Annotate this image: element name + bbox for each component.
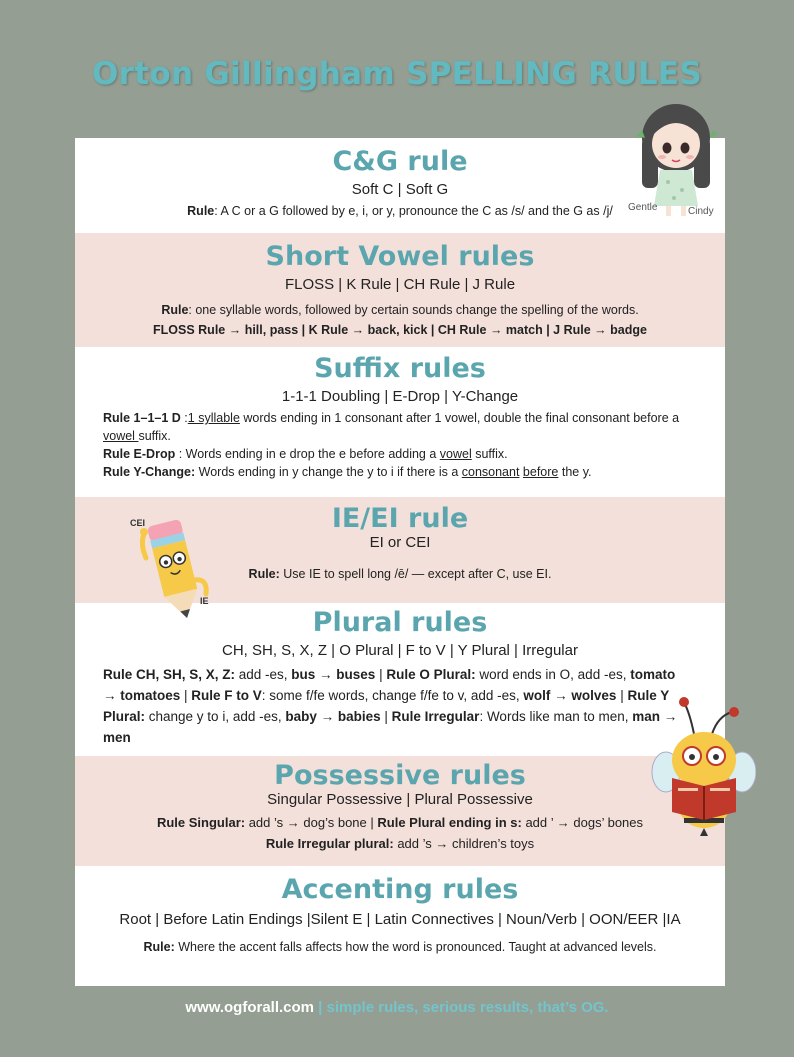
rule-label: Rule: bbox=[143, 940, 175, 955]
rule-label: Rule bbox=[187, 204, 215, 219]
section-subtitle: FLOSS | K Rule | CH Rule | J Rule bbox=[284, 276, 516, 294]
rule-example: man → men bbox=[103, 708, 678, 745]
rule-label: Rule Plural ending in s: bbox=[377, 815, 522, 831]
rule-body: Words ending in y change the y to i if there is a bbox=[195, 465, 462, 480]
rule-text bbox=[75, 938, 725, 956]
rule-body: : one syllable words, followed by certain sounds change the spelling of the words. bbox=[188, 303, 639, 318]
pencil-label-cei: CEI bbox=[130, 518, 146, 528]
rule-y-change bbox=[75, 463, 725, 481]
footer-site-link[interactable]: www.ogforall.com bbox=[185, 999, 315, 1016]
rule-label: Rule E-Drop bbox=[103, 447, 176, 462]
rule-body: suffix. bbox=[138, 429, 171, 444]
rule-example: tomato → tomatoes bbox=[103, 667, 676, 703]
girl-illustration bbox=[626, 96, 726, 224]
rule-e-drop bbox=[75, 445, 725, 463]
section-subtitle: Singular Possessive | Plural Possessive bbox=[267, 791, 533, 809]
rule-body: change y to i, add -es, bbox=[145, 708, 286, 724]
rule-body: : some f/fe words, change f/fe to v, add -es, bbox=[261, 687, 524, 703]
rule-body: add ’s → dog’s bone | bbox=[245, 815, 378, 831]
rule-label: Rule bbox=[161, 303, 189, 318]
footer-tagline: | simple rules, serious results, that’s OG. bbox=[314, 999, 609, 1016]
rule-body: : A C or a G followed by e, i, or y, pronounce the C as /s/ and the G as /j/ bbox=[214, 204, 613, 219]
section-title: Possessive rules bbox=[274, 760, 526, 791]
rule-body: the y. bbox=[558, 465, 592, 480]
rule-body: word ends in O, add -es, bbox=[475, 667, 631, 683]
section-title: C&G rule bbox=[332, 146, 468, 177]
rule-separator: | bbox=[180, 687, 192, 703]
bee-drawing bbox=[650, 694, 756, 838]
page-title: Orton Gillingham SPELLING RULES bbox=[92, 56, 702, 92]
rule-label: Rule Y-Change: bbox=[103, 465, 196, 480]
rule-label: Rule Irregular bbox=[391, 708, 480, 724]
rule-label: Rule O Plural: bbox=[386, 667, 476, 683]
section-title: Suffix rules bbox=[314, 353, 486, 384]
bee-illustration bbox=[650, 694, 756, 838]
girl-caption-left: Gentle bbox=[628, 202, 658, 213]
rule-body: suffix. bbox=[471, 447, 508, 462]
rule-label: Rule Irregular plural: bbox=[265, 835, 394, 851]
rule-body: Use IE to spell long /ē/ — except after C, use EI. bbox=[279, 567, 552, 582]
rule-label: Rule CH, SH, S, X, Z: bbox=[103, 667, 236, 683]
rule-example: bus → buses bbox=[291, 667, 376, 683]
rule-body: : Words like man to men, bbox=[479, 708, 633, 724]
rule-separator: | bbox=[616, 687, 628, 703]
rule-underline: before bbox=[522, 465, 559, 480]
rule-body: : Words ending in e drop the e before adding a bbox=[175, 447, 440, 462]
rule-label: Rule: bbox=[248, 567, 280, 582]
rule-example: wolf → wolves bbox=[523, 687, 617, 703]
girl-caption-right: Cindy bbox=[688, 206, 714, 217]
rule-separator: | bbox=[375, 667, 387, 683]
section-possessive-rules bbox=[75, 756, 725, 866]
rule-underline: vowel bbox=[103, 429, 139, 444]
rule-examples bbox=[75, 321, 725, 339]
section-subtitle: Root | Before Latin Endings |Silent E | Latin Connectives | Noun/Verb | OON/EER |IA bbox=[119, 911, 681, 929]
pencil-drawing bbox=[128, 514, 218, 626]
rule-label: Rule F to V bbox=[191, 687, 262, 703]
rule-body: add ’ → dogs’ bones bbox=[521, 815, 644, 831]
section-title: IE/EI rule bbox=[331, 503, 469, 534]
rule-label: Rule 1–1–1 D bbox=[103, 411, 181, 426]
section-short-vowel-rules bbox=[75, 233, 725, 347]
section-title: Plural rules bbox=[312, 607, 488, 638]
possessive-rule-line-2 bbox=[75, 835, 725, 854]
rule-body: Where the accent falls affects how the word is pronounced. Taught at advanced levels. bbox=[174, 940, 657, 955]
footer bbox=[0, 999, 794, 1016]
rule-body: : bbox=[180, 411, 188, 426]
examples-text: FLOSS Rule → hill, pass | K Rule → back, kick | CH Rule → match | J Rule → badge bbox=[153, 323, 647, 338]
rule-body: words ending in 1 consonant after 1 vowel, double the final consonant before a bbox=[239, 411, 680, 426]
rule-underline: consonant bbox=[461, 465, 520, 480]
rule-body: add -es, bbox=[235, 667, 292, 683]
rule-doubling bbox=[75, 409, 725, 445]
section-subtitle: EI or CEI bbox=[369, 534, 431, 552]
possessive-rule-line-1 bbox=[75, 814, 725, 833]
rule-separator: | bbox=[380, 708, 392, 724]
pencil-label-ie: IE bbox=[200, 596, 209, 606]
rule-body: add ’s → children’s toys bbox=[393, 835, 535, 851]
section-title: Accenting rules bbox=[281, 874, 519, 905]
rule-label: Rule Singular: bbox=[156, 815, 246, 831]
section-subtitle: Soft C | Soft G bbox=[351, 181, 449, 199]
pencil-illustration bbox=[128, 514, 218, 626]
section-subtitle: CH, SH, S, X, Z | O Plural | F to V | Y Plural | Irregular bbox=[222, 642, 578, 660]
section-subtitle: 1-1-1 Doubling | E-Drop | Y-Change bbox=[281, 388, 519, 406]
rule-text bbox=[75, 301, 725, 319]
section-title: Short Vowel rules bbox=[265, 241, 535, 272]
plural-rules-text bbox=[75, 665, 725, 749]
rule-example: baby → babies bbox=[285, 708, 381, 724]
section-suffix-rules bbox=[75, 347, 725, 497]
rule-underline: 1 syllable bbox=[187, 411, 240, 426]
rule-underline: vowel bbox=[439, 447, 472, 462]
section-accenting-rules bbox=[75, 866, 725, 986]
rule-label: Rule Y Plural: bbox=[103, 687, 669, 724]
